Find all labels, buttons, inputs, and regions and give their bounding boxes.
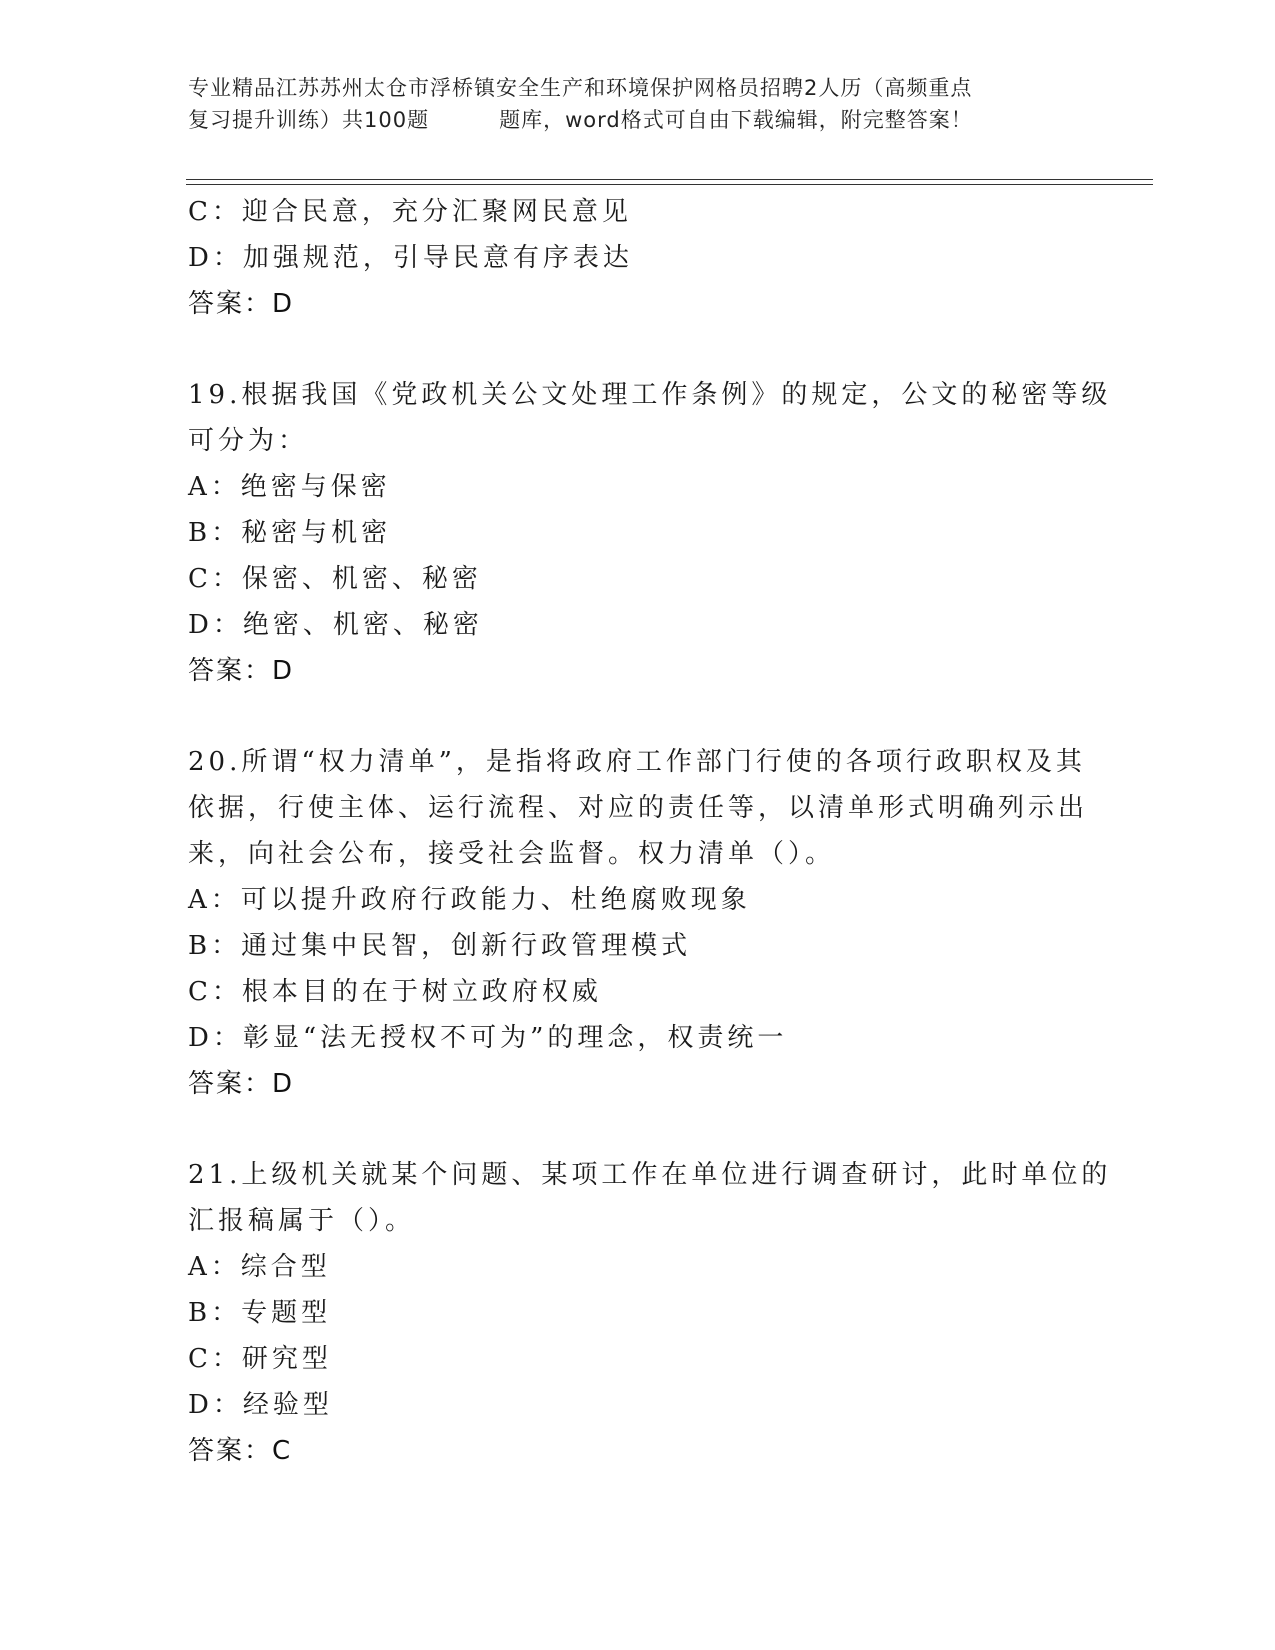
option-d: D：绝密、机密、秘密 [188,610,483,640]
option-c: C：根本目的在于树立政府权威 [188,977,602,1007]
page-header [188,72,1088,136]
option-a: A：可以提升政府行政能力、杜绝腐败现象 [188,885,751,915]
question-stem-cont: 可分为： [188,426,309,456]
option-d: D：加强规范，引导民意有序表达 [188,243,633,273]
question-20 [188,739,1088,1107]
answer-line: 答案：D [188,1069,295,1099]
header-line-2a: 复习提升训练）共100题 [188,108,430,132]
header-line-2b: 题库，word格式可自由下载编辑，附完整答案！ [499,108,973,132]
option-d: D：彰显“法无授权不可为”的理念，权责统一 [188,1023,788,1053]
option-b: B：秘密与机密 [188,518,392,548]
question-stem: 21.上级机关就某个问题、某项工作在单位进行调查研讨，此时单位的 [188,1160,1112,1190]
header-line-1: 专业精品江苏苏州太仓市浮桥镇安全生产和环境保护网格员招聘2人历（高频重点 [188,76,973,100]
question-21 [188,1152,1112,1474]
header-rule-top [186,179,1153,180]
header-rule-bottom [186,184,1153,185]
question-stem-cont: 汇报稿属于（）。 [188,1206,416,1236]
question-19 [188,372,1112,694]
question-stem: 20.所谓“权力清单”，是指将政府工作部门行使的各项行政职权及其 [188,747,1086,777]
question-stem: 19.根据我国《党政机关公文处理工作条例》的规定，公文的秘密等级 [188,380,1112,410]
question-stem-cont: 依据，行使主体、运行流程、对应的责任等，以清单形式明确列示出 [188,793,1089,823]
question-stem-cont: 来，向社会公布，接受社会监督。权力清单（）。 [188,839,836,869]
header-line-2 [188,104,1088,136]
previous-question [188,189,1088,327]
option-c: C：迎合民意，充分汇聚网民意见 [188,197,632,227]
answer-line: 答案：D [188,289,295,319]
document-body [188,189,1112,1474]
option-c: C：保密、机密、秘密 [188,564,482,594]
answer-line: 答案：C [188,1436,293,1466]
option-a: A：绝密与保密 [188,472,391,502]
option-c: C：研究型 [188,1344,332,1374]
option-b: B：通过集中民智，创新行政管理模式 [188,931,692,961]
option-b: B：专题型 [188,1298,332,1328]
option-d: D：经验型 [188,1390,333,1420]
option-a: A：综合型 [188,1252,331,1282]
answer-line: 答案：D [188,656,295,686]
